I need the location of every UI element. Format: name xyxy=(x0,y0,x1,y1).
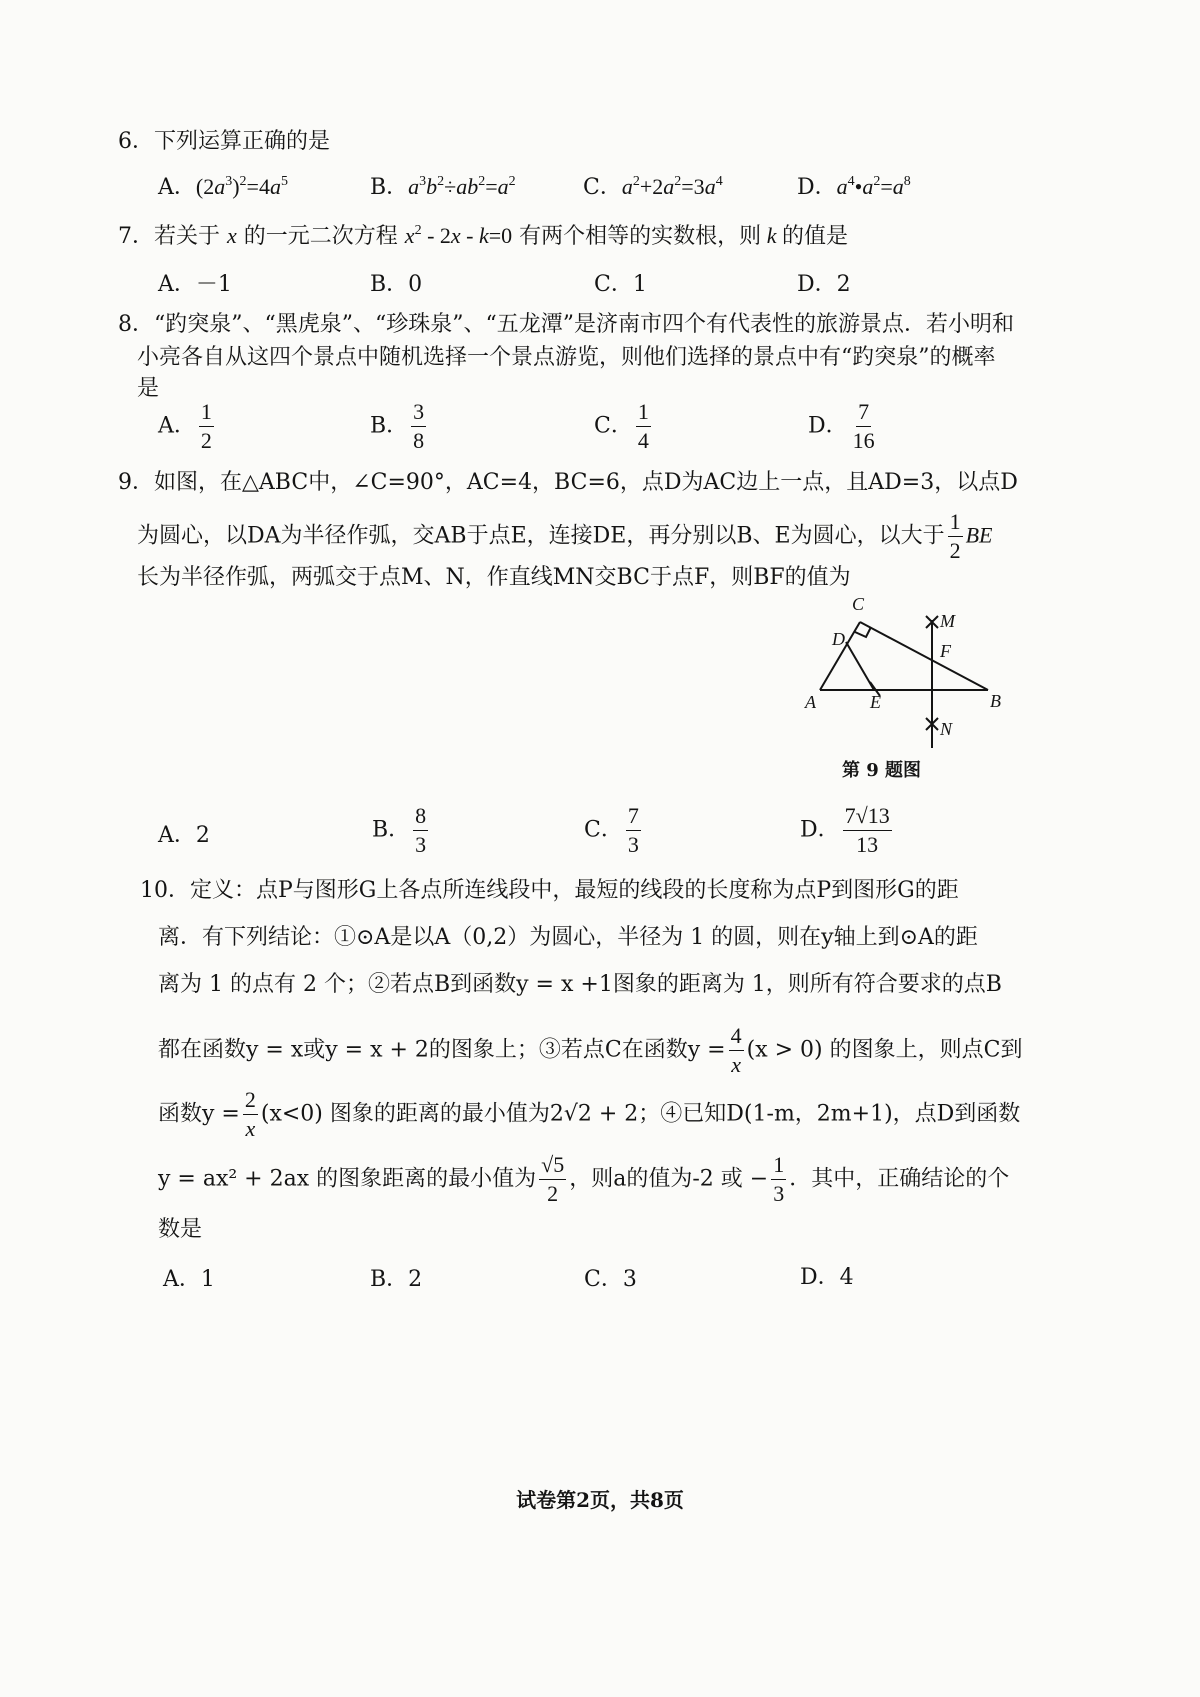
q9-stem-line1: 9．如图，在△ABC中，∠C=90°，AC=4，BC=6，点D为AC边上一点，且AD=3，以点D xyxy=(118,470,1018,495)
q8-option-c: C． $\frac{1}{4}$ xyxy=(594,399,649,454)
label-b: B xyxy=(990,691,1001,711)
q6-stem: 6．下列运算正确的是 xyxy=(118,129,331,154)
q6-option-d: D．$a^4•a^2=a^8$ xyxy=(797,174,911,200)
q7-option-a: A．－1 xyxy=(158,272,232,297)
q8-stem-line1: 8．“趵突泉”、“黑虎泉”、“珍珠泉”、“五龙潭”是济南市四个有代表性的旅游景点．若小明和 xyxy=(118,312,1014,337)
q10-stem-line6: y = ax² + 2ax 的图象距离的最小值为 $\frac{√5}{2}$ ，则a的值为-2 或 − $\frac{1}{3}$ ．其中，正确结论的个 xyxy=(158,1152,1010,1207)
q10-option-c: C．3 xyxy=(584,1267,637,1292)
q9-figure-caption: 第 9 题图 xyxy=(842,760,922,781)
q10-option-b: B．2 xyxy=(370,1267,423,1292)
q10-option-a: A．1 xyxy=(163,1267,215,1292)
q6-option-b: B．$a^3b^2\div ab^2=a^2$ xyxy=(370,174,516,200)
q8-option-a: A． $\frac{1}{2}$ xyxy=(158,399,212,454)
q8-stem-line2: 小亮各自从这四个景点中随机选择一个景点游览，则他们选择的景点中有“趵突泉”的概率 xyxy=(137,345,996,370)
q9-option-c: C． $\frac{7}{3}$ xyxy=(584,803,639,858)
q8-option-d: D． $\frac{7}{16}$ xyxy=(808,399,875,454)
side-cb xyxy=(860,622,988,690)
right-angle-mark xyxy=(855,627,871,637)
q10-stem-line7: 数是 xyxy=(158,1217,203,1242)
q9-option-b: B． $\frac{8}{3}$ xyxy=(372,803,427,858)
q7-option-d: D．2 xyxy=(797,272,851,297)
q10-stem-line2: 离．有下列结论：①⊙A是以A（0,2）为圆心，半径为 1 的圆，则在y轴上到⊙A的距 xyxy=(158,925,978,950)
q9-stem-line3: 长为半径作弧，两弧交于点M、N，作直线MN交BC于点F，则BF的值为 xyxy=(137,565,851,590)
label-d: D xyxy=(832,629,845,649)
q6-option-a: A．$(2a^3)^2=4a^5$ xyxy=(158,174,288,200)
label-e: E xyxy=(870,692,881,712)
q8-stem-line3: 是 xyxy=(137,376,160,401)
q10-stem-line3: 离为 1 的点有 2 个；②若点B到函数y = x +1图象的距离为 1，则所有符合要求的点B xyxy=(158,972,1002,997)
label-a: A xyxy=(805,692,816,712)
label-n: N xyxy=(940,719,953,739)
q7-option-b: B．0 xyxy=(370,272,423,297)
page-footer: 试卷第2页，共8页 xyxy=(516,1488,684,1512)
q8-option-b: B． $\frac{3}{8}$ xyxy=(370,399,425,454)
q10-stem-line1: 10．定义：点P与图形G上各点所连线段中，最短的线段的长度称为点P到图形G的距 xyxy=(140,878,959,903)
q10-option-d: D．4 xyxy=(800,1265,854,1290)
q7-stem: 7．若关于 x 的一元二次方程 $x^2 - 2x - k=0$ 有两个相等的实数根，则 k 的值是 xyxy=(118,223,848,249)
q9-option-d: D． $\frac{7√13}{13}$ xyxy=(800,803,890,858)
q6-option-c: C．$a^2+2a^2=3a^4$ xyxy=(583,174,723,200)
label-m: M xyxy=(940,611,955,631)
q9-stem-line2: 为圆心，以DA为半径作弧，交AB于点E，连接DE，再分别以B、E为圆心，以大于 $\frac{1}{2}$ BE xyxy=(137,509,993,564)
label-c: C xyxy=(852,594,865,614)
q9-figure xyxy=(800,590,1020,755)
q10-stem-line5: 函数y = $\frac{2}{x}$ (x<0) 图象的距离的最小值为2√2 + 2；④已知D(1-m，2m+1)，点D到函数 xyxy=(158,1087,1021,1142)
q10-stem-line4: 都在函数y = x或y = x + 2的图象上；③若点C在函数y = $\frac{4}{x}$ (x > 0) 的图象上，则点C到 xyxy=(158,1023,1023,1078)
label-f: F xyxy=(940,641,951,661)
q7-option-c: C．1 xyxy=(594,272,647,297)
q9-option-a: A．2 xyxy=(158,823,210,848)
